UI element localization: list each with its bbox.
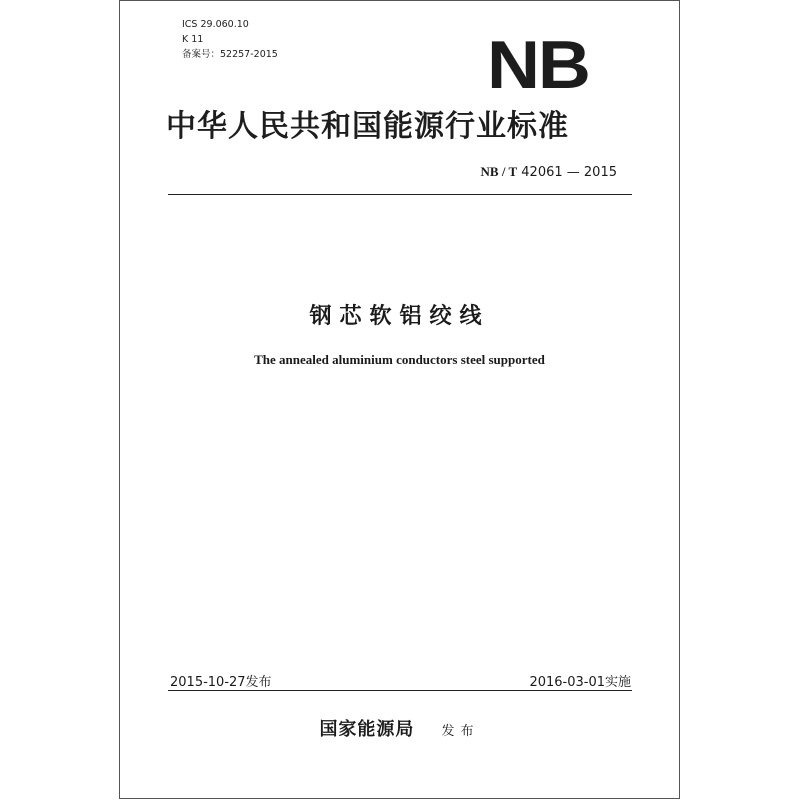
nb-logo: NB xyxy=(487,27,589,103)
document-title-en: The annealed aluminium conductors steel supported xyxy=(254,352,545,367)
standard-code: 42061 — 2015 xyxy=(521,165,617,180)
org-title: 中华人民共和国能源行业标准 xyxy=(166,109,569,144)
standard-cover-page xyxy=(119,0,680,799)
header-metadata xyxy=(182,17,278,62)
publisher-name: 国家能源局 xyxy=(319,719,415,740)
standard-number xyxy=(481,164,617,180)
top-divider xyxy=(168,194,632,195)
filing-number: 备案号：52257-2015 xyxy=(182,49,278,60)
issue-date: 2015-10-27发布 xyxy=(170,675,272,690)
publisher-line xyxy=(120,715,679,741)
implementation-date: 2016-03-01实施 xyxy=(529,675,631,690)
ics-code: ICS 29.060.10 xyxy=(182,19,249,30)
standard-prefix: NB / T xyxy=(480,164,518,179)
classification-code: K 11 xyxy=(182,34,204,45)
bottom-divider xyxy=(168,690,632,691)
document-title-cn: 钢芯软铝绞线 xyxy=(309,304,490,329)
publish-action: 发布 xyxy=(441,724,480,739)
